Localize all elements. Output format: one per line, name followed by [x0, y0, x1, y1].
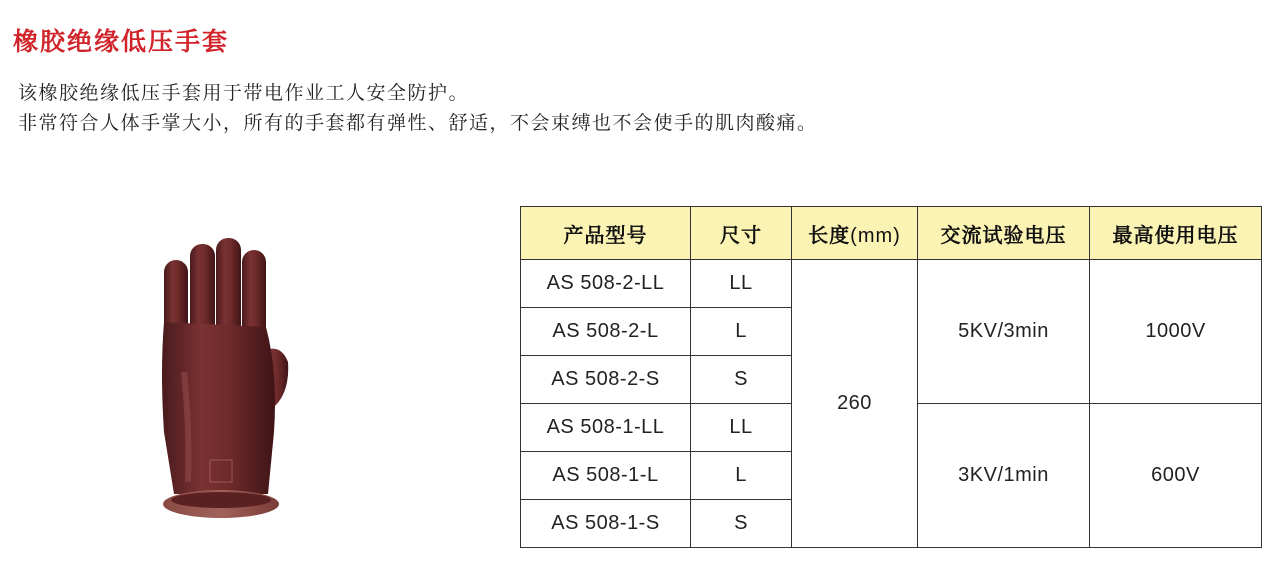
header-length-label: 长度 — [808, 222, 851, 247]
max-voltage-cell-group-1: 1000V — [1090, 260, 1262, 404]
specification-table — [520, 206, 1262, 548]
header-size: 尺寸 — [691, 207, 792, 260]
size-cell: LL — [691, 404, 792, 452]
length-cell: 260 — [792, 260, 918, 548]
description-line-1: 该橡胶绝缘低压手套用于带电作业工人安全防护。 — [18, 82, 470, 104]
model-cell: AS 508-1-LL — [521, 404, 691, 452]
rubber-glove-image — [150, 232, 290, 532]
model-cell: AS 508-1-L — [521, 452, 691, 500]
header-length-unit: (mm) — [850, 224, 901, 247]
ac-test-cell-group-2: 3KV/1min — [918, 404, 1090, 548]
product-description — [18, 78, 818, 138]
table-header-row — [521, 207, 1262, 260]
size-cell: L — [691, 308, 792, 356]
description-line-2: 非常符合人体手掌大小，所有的手套都有弹性、舒适，不会束缚也不会使手的肌肉酸痛。 — [18, 112, 818, 134]
size-cell: L — [691, 452, 792, 500]
size-cell: LL — [691, 260, 792, 308]
size-cell: S — [691, 500, 792, 548]
header-length — [792, 207, 918, 260]
header-model: 产品型号 — [521, 207, 691, 260]
page-title: 橡胶绝缘低压手套 — [13, 27, 230, 56]
header-ac-test-voltage: 交流试验电压 — [918, 207, 1090, 260]
header-max-voltage: 最高使用电压 — [1090, 207, 1262, 260]
model-cell: AS 508-2-L — [521, 308, 691, 356]
max-voltage-cell-group-2: 600V — [1090, 404, 1262, 548]
model-cell: AS 508-2-S — [521, 356, 691, 404]
model-cell: AS 508-2-LL — [521, 260, 691, 308]
size-cell: S — [691, 356, 792, 404]
table-row — [521, 260, 1262, 308]
model-cell: AS 508-1-S — [521, 500, 691, 548]
ac-test-cell-group-1: 5KV/3min — [918, 260, 1090, 404]
